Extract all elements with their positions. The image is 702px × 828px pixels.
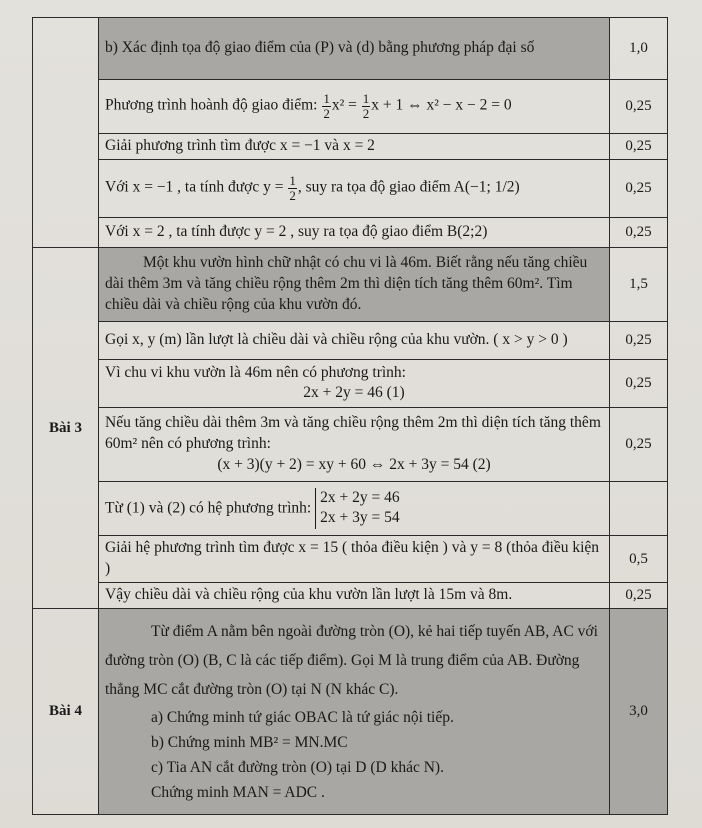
step-text: Với x = 2 , ta tính được y = 2 , suy ra tọa độ giao điểm B(2;2): [99, 217, 610, 247]
problem-intro: Từ điểm A nằm bên ngoài đường tròn (O), kẻ hai tiếp tuyến AB, AC với đường tròn (O) (B, C là các tiếp điểm). Gọi M là trung điểm của AB. Đường thẳng MC cắt đường tròn (O) tại N (N khác C).: [105, 623, 598, 698]
step-text: Vậy chiều dài và chiều rộng của khu vườn lần lượt là 15m và 8m.: [99, 582, 610, 608]
table-row: [33, 481, 668, 535]
points-cell: 1,0: [610, 18, 668, 80]
points-cell: 0,25: [610, 217, 668, 247]
points-cell: [610, 481, 668, 535]
points-cell: 3,0: [610, 608, 668, 814]
step-text: Với x = −1 , ta tính được y = $\frac{1}{2}$ , suy ra tọa độ giao điểm A(−1; 1/2): [99, 159, 610, 217]
table-row: [33, 359, 668, 407]
step-text: Phương trình hoành độ giao điểm: $\frac{1}{2}$ x² = $\frac{1}{2}$ x + 1 ⇔ x² − x − 2 = 0: [99, 80, 610, 134]
points-cell: 0,25: [610, 321, 668, 359]
step-pre: Phương trình hoành độ giao điểm:: [105, 97, 318, 115]
task-text: b) Xác định tọa độ giao điểm của (P) và (d) bằng phương pháp đại số: [99, 18, 610, 80]
table-row: [33, 608, 668, 814]
points-cell: 0,5: [610, 535, 668, 582]
points-cell: 0,25: [610, 159, 668, 217]
fraction: $\frac{1}{2}$: [323, 91, 330, 121]
table-row: [33, 134, 668, 160]
question-c: c) Tia AN cắt đường tròn (O) tại D (D khác N).: [151, 759, 444, 777]
empty-cell: [33, 18, 99, 248]
step-text: Giải phương trình tìm được x = −1 và x = 2: [99, 134, 610, 160]
fraction: $\frac{1}{2}$: [289, 173, 296, 203]
table-row: [33, 159, 668, 217]
points-cell: 0,25: [610, 582, 668, 608]
step-text: Giải hệ phương trình tìm được x = 15 ( thỏa điều kiện ) và y = 8 (thỏa điều kiện ): [99, 535, 610, 582]
question-b: b) Chứng minh MB² = MN.MC: [151, 734, 348, 752]
table-row: [33, 18, 668, 80]
points-cell: 0,25: [610, 134, 668, 160]
points-cell: 0,25: [610, 407, 668, 481]
step-text: Gọi x, y (m) lần lượt là chiều dài và chiều rộng của khu vườn. ( x > y > 0 ): [99, 321, 610, 359]
step-text: Vì chu vi khu vườn là 46m nên có phương trình: 2x + 2y = 46 (1): [99, 359, 610, 407]
points-cell: 0,25: [610, 359, 668, 407]
question-a: a) Chứng minh tứ giác OBAC là tứ giác nội tiếp.: [151, 709, 454, 727]
fraction: $\frac{1}{2}$: [362, 91, 370, 121]
points-cell: 1,5: [610, 247, 668, 321]
grading-table: [32, 17, 668, 815]
step-text: Nếu tăng chiều dài thêm 3m và tăng chiều rộng thêm 2m thì diện tích tăng thêm 60m² nên có phương trình: (x + 3)(y + 2) = xy + 60 ⇔ 2x + 3y = 54 (2): [99, 407, 610, 481]
table-row: [33, 217, 668, 247]
table-row: [33, 582, 668, 608]
table-row: [33, 407, 668, 481]
problem-statement: Một khu vườn hình chữ nhật có chu vi là 46m. Biết rằng nếu tăng chiều dài thêm 3m và tăng chiều rộng thêm 2m thì diện tích tăng thêm 60m². Tìm chiều dài và chiều rộng của khu vườn đó.: [99, 247, 610, 321]
problem-statement: [99, 608, 610, 814]
problem-label: Bài 4: [33, 608, 99, 814]
equation-system: 2x + 2y = 46 2x + 3y = 54: [315, 488, 399, 530]
table-row: [33, 80, 668, 134]
points-cell: 0,25: [610, 80, 668, 134]
table-row: [33, 535, 668, 582]
step-text: Từ (1) và (2) có hệ phương trình: 2x + 2y = 46 2x + 3y = 54: [99, 481, 610, 535]
problem-label: Bài 3: [33, 247, 99, 608]
table-row: [33, 247, 668, 321]
table-row: [33, 321, 668, 359]
question-c-part2: Chứng minh MAN = ADC .: [151, 784, 325, 802]
